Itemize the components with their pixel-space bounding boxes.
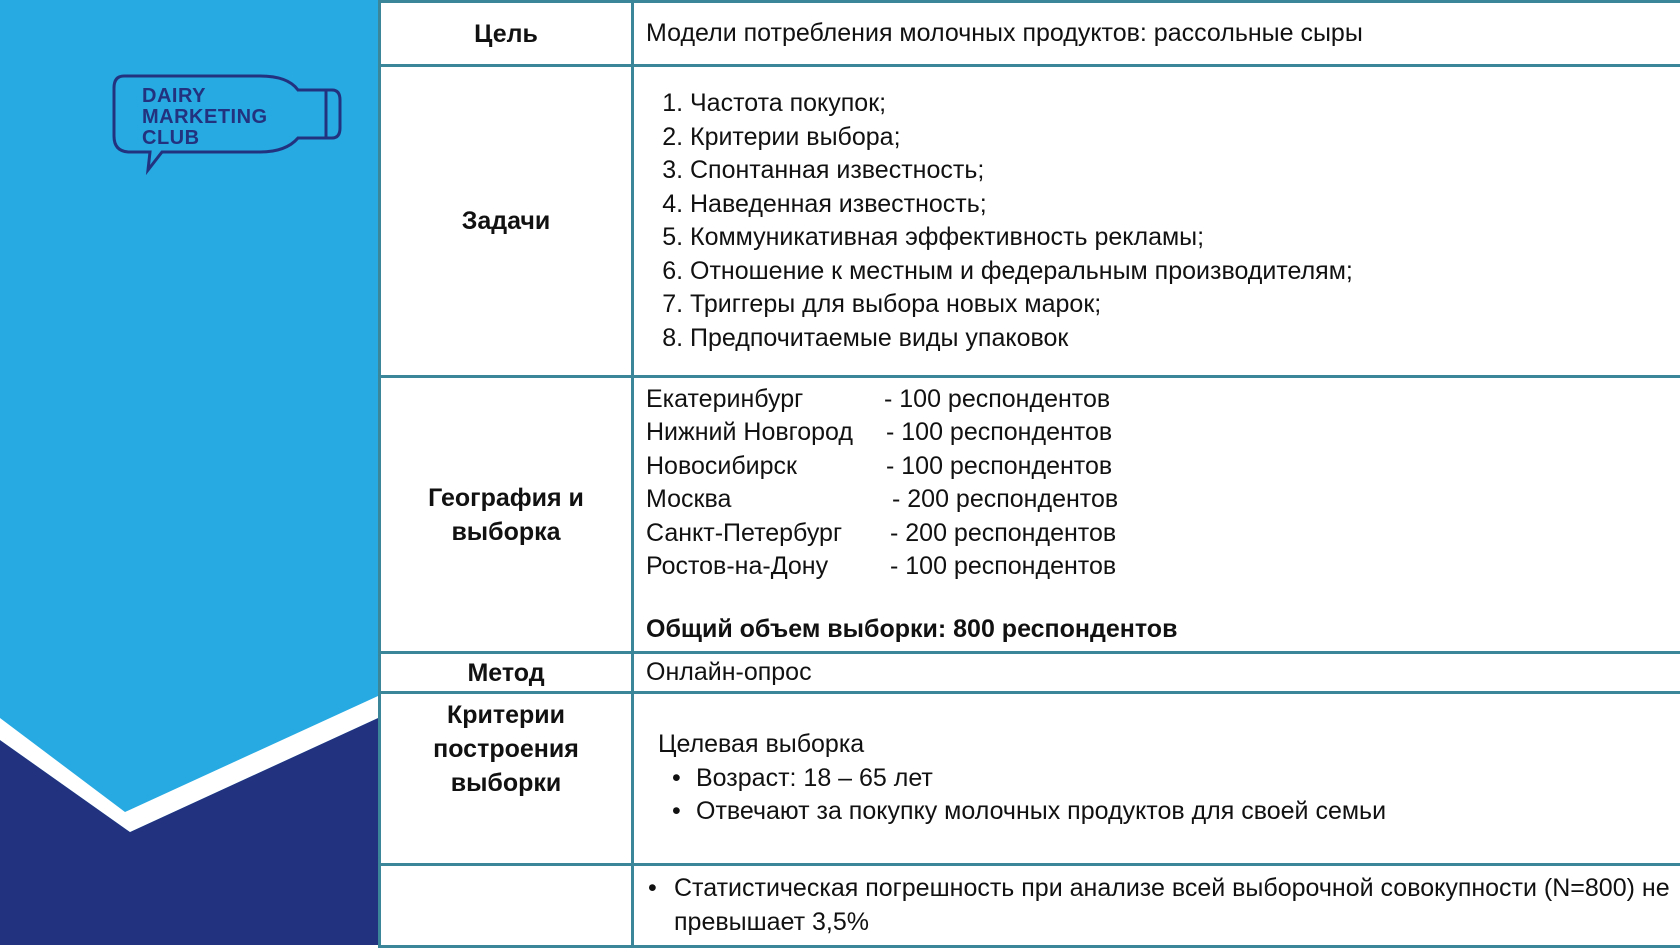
sample-total: Общий объем выборки: 800 респондентов — [646, 613, 1680, 647]
geo-row — [646, 450, 1680, 484]
stat-label — [380, 865, 633, 947]
table-row-criteria — [380, 693, 1680, 865]
geo-row — [646, 483, 1680, 517]
geo-city: Москва — [646, 483, 892, 517]
criteria-list — [646, 762, 1680, 829]
table-row-geography — [380, 377, 1680, 653]
criteria-title: Целевая выборка — [646, 728, 1680, 762]
geo-count: - 100 респондентов — [890, 550, 1116, 584]
goal-value: Модели потребления молочных продуктов: рассольные сыры — [633, 2, 1680, 66]
geo-row — [646, 517, 1680, 551]
logo-line: DAIRY — [142, 86, 268, 107]
method-value: Онлайн-опрос — [633, 653, 1680, 693]
method-label: Метод — [380, 653, 633, 693]
geo-count: - 200 респондентов — [892, 483, 1118, 517]
task-item: 2. Критерии выбора; — [690, 121, 1680, 155]
table-row-tasks — [380, 66, 1680, 377]
geo-count: - 100 респондентов — [886, 450, 1112, 484]
left-decor-panel — [0, 0, 378, 945]
criteria-item: • Отвечают за покупку молочных продуктов для своей семьи — [672, 795, 1680, 829]
stat-item: • Статистическая погрешность при анализе всей выборочной совокупности (N=800) не превышает 3,5% — [646, 872, 1680, 939]
tasks-list — [646, 87, 1680, 355]
task-item: 5. Коммуникативная эффективность рекламы; — [690, 221, 1680, 255]
geo-city: Нижний Новгород — [646, 416, 886, 450]
geography-cell — [633, 377, 1680, 653]
stat-cell — [633, 865, 1680, 947]
dairy-marketing-club-logo — [110, 70, 350, 182]
task-item: 3. Спонтанная известность; — [690, 154, 1680, 188]
table-row-goal — [380, 2, 1680, 66]
geo-city: Новосибирск — [646, 450, 886, 484]
criteria-cell — [633, 693, 1680, 865]
table-row-method — [380, 653, 1680, 693]
criteria-label: Критерии построения выборки — [380, 693, 633, 865]
geo-count: - 100 респондентов — [884, 383, 1110, 417]
task-item: 8. Предпочитаемые виды упаковок — [690, 322, 1680, 356]
geography-label: География и выборка — [380, 377, 633, 653]
geo-count: - 200 респондентов — [890, 517, 1116, 551]
logo-line: CLUB — [142, 128, 268, 149]
task-item: 4. Наведенная известность; — [690, 188, 1680, 222]
geo-city: Санкт-Петербург — [646, 517, 890, 551]
table-row-stat — [380, 865, 1680, 947]
logo-text — [142, 86, 268, 149]
geo-row — [646, 416, 1680, 450]
tasks-cell — [633, 66, 1680, 377]
geo-city: Ростов-на-Дону — [646, 550, 890, 584]
goal-label: Цель — [380, 2, 633, 66]
criteria-item: • Возраст: 18 – 65 лет — [672, 762, 1680, 796]
geo-city: Екатеринбург — [646, 383, 884, 417]
research-parameters-table — [378, 0, 1680, 948]
task-item: 1. Частота покупок; — [690, 87, 1680, 121]
task-item: 6. Отношение к местным и федеральным производителям; — [690, 255, 1680, 289]
geo-row — [646, 550, 1680, 584]
tasks-label: Задачи — [380, 66, 633, 377]
task-item: 7. Триггеры для выбора новых марок; — [690, 288, 1680, 322]
geo-row — [646, 383, 1680, 417]
geo-count: - 100 респондентов — [886, 416, 1112, 450]
chevron-dark — [0, 718, 378, 945]
logo-line: MARKETING — [142, 107, 268, 128]
